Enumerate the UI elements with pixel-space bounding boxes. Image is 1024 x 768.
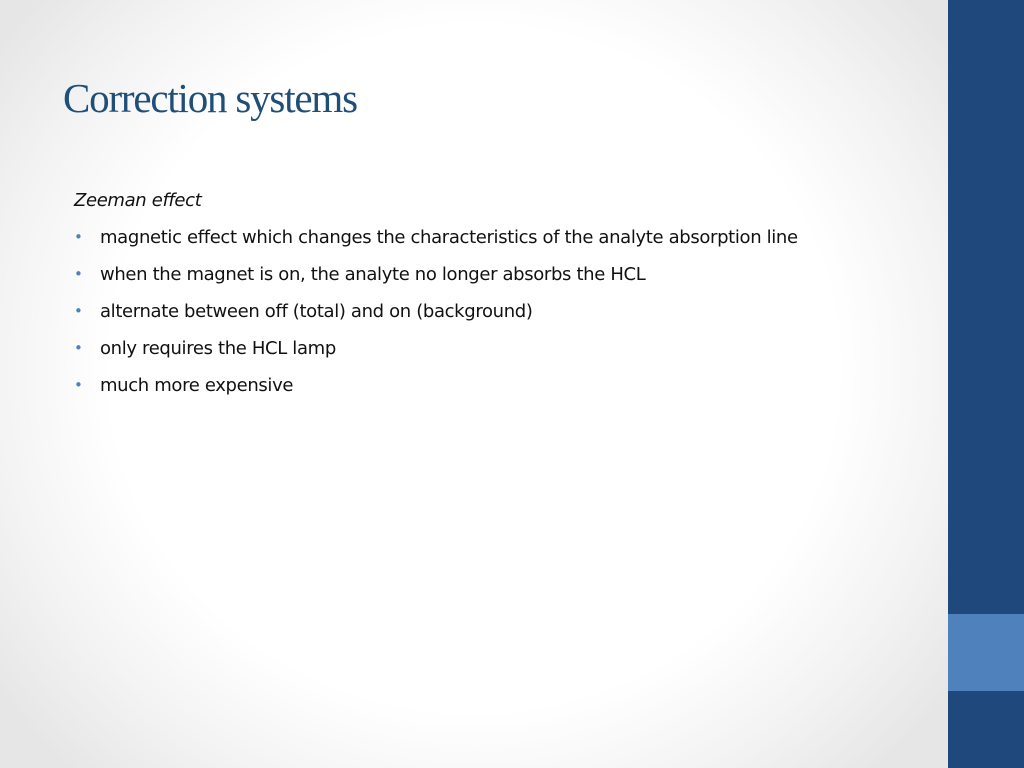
bullet-text: alternate between off (total) and on (background) [100, 301, 533, 322]
bullet-dot-icon: • [74, 265, 83, 283]
bullet-item [74, 296, 904, 327]
bullet-dot-icon: • [74, 376, 83, 394]
bullet-item [74, 259, 904, 290]
bullet-item [74, 370, 904, 401]
subheading: Zeeman effect [74, 190, 202, 211]
slide-title: Correction systems [63, 75, 357, 121]
bullet-text: much more expensive [100, 375, 294, 396]
bullet-dot-icon: • [74, 339, 83, 357]
bullet-text: when the magnet is on, the analyte no longer absorbs the HCL [100, 264, 646, 285]
bullet-item [74, 222, 904, 253]
bullet-item [74, 333, 904, 364]
slide-body [74, 186, 904, 407]
bullet-list [74, 222, 904, 401]
sidebar-accent-block [948, 614, 1024, 691]
bullet-text: magnetic effect which changes the characteristics of the analyte absorption line [100, 227, 798, 248]
bullet-dot-icon: • [74, 302, 83, 320]
bullet-dot-icon: • [74, 228, 83, 246]
bullet-text: only requires the HCL lamp [100, 338, 336, 359]
